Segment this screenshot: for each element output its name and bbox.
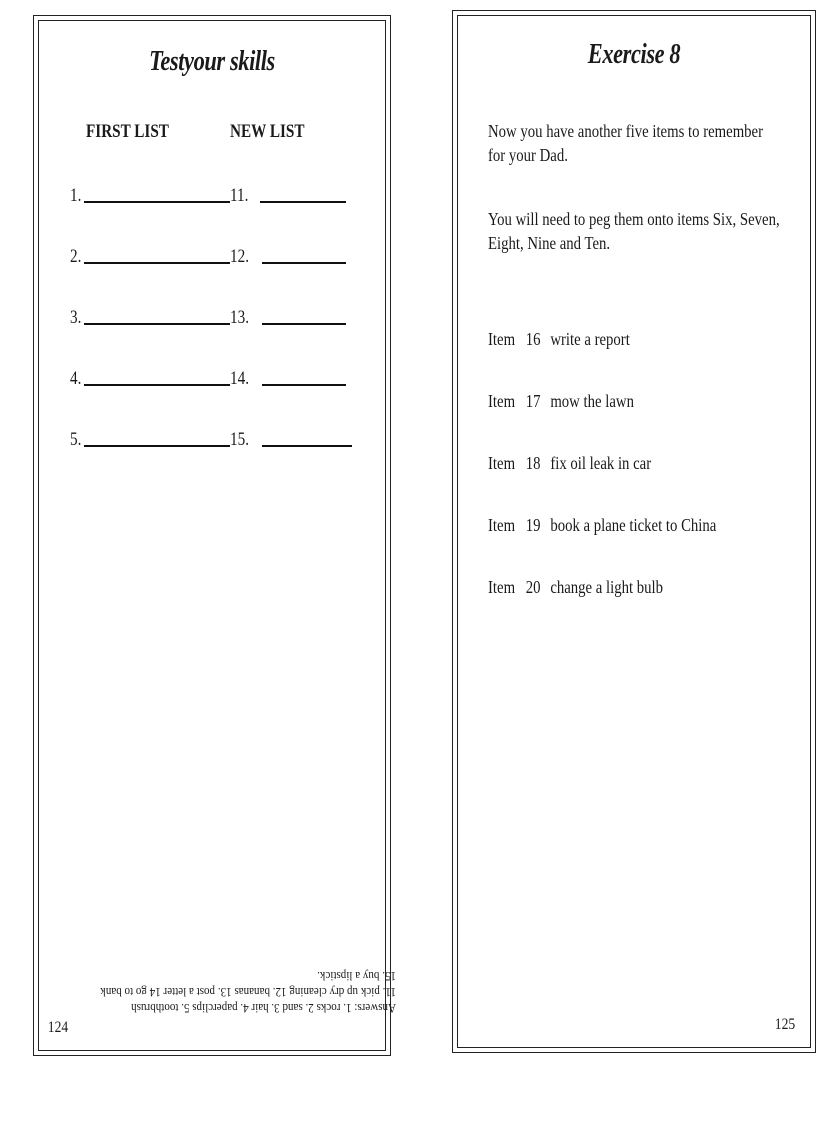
- list-item: [488, 515, 716, 536]
- first-list-blank[interactable]: [84, 323, 230, 325]
- new-list-number: 12.: [230, 246, 249, 267]
- list-row: [34, 181, 390, 211]
- page-title: Testyour skills: [149, 46, 275, 77]
- right-page: [452, 10, 816, 1053]
- item-label: Item: [488, 515, 516, 535]
- instruction-paragraph: Now you have another five items to remember for your Dad.: [488, 121, 764, 165]
- new-list-number: 15.: [230, 429, 249, 450]
- page-title: Exercise 8: [587, 39, 681, 70]
- new-list-number: 14.: [230, 368, 249, 389]
- item-number: 20: [525, 577, 541, 597]
- item-label: Item: [488, 577, 516, 597]
- new-list-blank[interactable]: [262, 445, 352, 447]
- new-list-blank[interactable]: [262, 262, 346, 264]
- first-list-number: 2.: [70, 246, 82, 267]
- item-text: mow the lawn: [550, 391, 634, 411]
- first-list-blank[interactable]: [84, 262, 230, 264]
- list-item: [488, 391, 634, 412]
- list-item: [488, 329, 630, 350]
- first-list-blank[interactable]: [84, 384, 230, 386]
- page-number: 125: [774, 1016, 796, 1033]
- answers-line: Answers: 1. rocks 2. sand 3. hair 4. paperclips 5. toothbrush: [131, 1001, 396, 1016]
- item-text: book a plane ticket to China: [550, 515, 717, 535]
- item-label: Item: [488, 329, 516, 349]
- first-list-header: FIRST LIST: [86, 121, 169, 142]
- first-list-number: 5.: [70, 429, 82, 450]
- list-row: [34, 364, 390, 394]
- new-list-number: 11.: [230, 185, 249, 206]
- item-text: fix oil leak in car: [550, 453, 652, 473]
- item-label: Item: [488, 453, 516, 473]
- list-row: [34, 425, 390, 455]
- item-number: 16: [525, 329, 541, 349]
- first-list-number: 4.: [70, 368, 82, 389]
- list-row: [34, 303, 390, 333]
- first-list-number: 3.: [70, 307, 82, 328]
- answers-line: 11. pick up dry cleaning 12. bananas 13. post a letter 14 go to bank: [100, 985, 396, 1000]
- instruction-paragraph: You will need to peg them onto items Six, Seven, Eight, Nine and Ten.: [488, 209, 780, 253]
- list-item: [488, 453, 651, 474]
- new-list-header: NEW LIST: [230, 121, 305, 142]
- list-row: [34, 242, 390, 272]
- item-text: write a report: [550, 329, 630, 349]
- item-number: 18: [525, 453, 541, 473]
- page-number: 124: [47, 1019, 69, 1036]
- item-label: Item: [488, 391, 516, 411]
- upside-down-answers: [68, 968, 396, 1016]
- new-list-blank[interactable]: [260, 201, 346, 203]
- left-page: [33, 15, 396, 1056]
- item-number: 19: [525, 515, 541, 535]
- first-list-blank[interactable]: [84, 445, 230, 447]
- first-list-number: 1.: [70, 185, 82, 206]
- new-list-number: 13.: [230, 307, 249, 328]
- list-item: [488, 577, 663, 598]
- first-list-blank[interactable]: [84, 201, 230, 203]
- answers-line: 15. buy a lipstick.: [317, 969, 396, 984]
- item-text: change a light bulb: [550, 577, 664, 597]
- item-number: 17: [525, 391, 541, 411]
- new-list-blank[interactable]: [262, 323, 346, 325]
- new-list-blank[interactable]: [262, 384, 346, 386]
